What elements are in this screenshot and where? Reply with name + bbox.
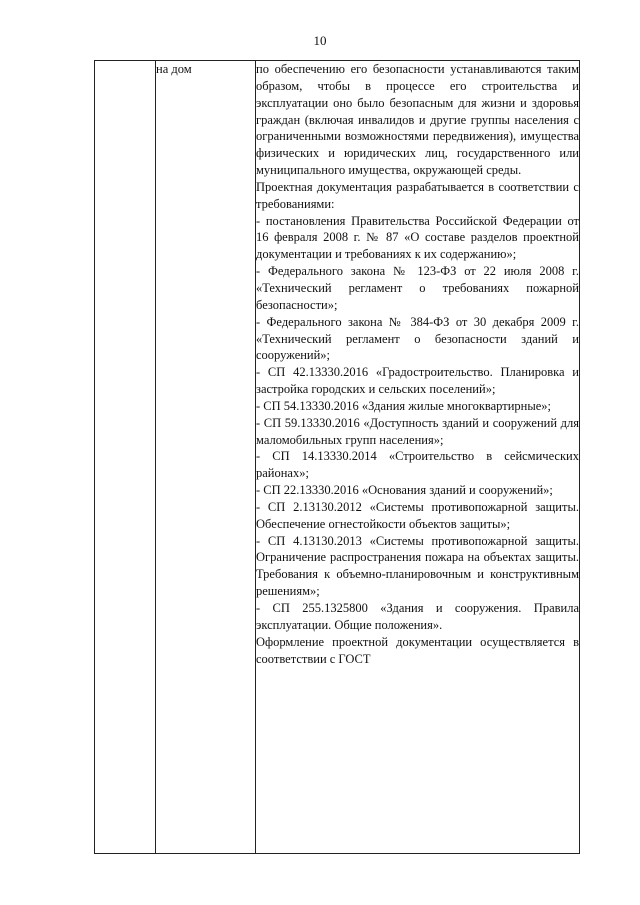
list-item-sp-2-13130: - СП 2.13130.2012 «Системы противопожарной защиты. Обеспечение огнестойкости объектов защиты»; <box>256 499 579 531</box>
list-item-federal-law-123: - Федерального закона № 123-ФЗ от 22 июля 2008 г. «Технический регламент о требованиях пожарной безопасности»; <box>256 264 579 312</box>
list-item-sp-59: - СП 59.13330.2016 «Доступность зданий и сооружений для маломобильных групп населения»; <box>256 415 579 447</box>
table-row <box>95 61 580 854</box>
list-item-sp-255: - СП 255.1325800 «Здания и сооружения. Правила эксплуатации. Общие положения». <box>256 601 579 632</box>
page-number: 10 <box>313 33 327 48</box>
list-item-federal-law-384: - Федерального закона № 384-ФЗ от 30 декабря 2009 г. «Технический регламент о безопасности зданий и сооружений»; <box>256 314 579 363</box>
requirements-table <box>94 60 580 854</box>
list-item-government-decree: - постановления Правительства Российской Федерации от 16 февраля 2008 г. № 87 «О составе разделов проектной документации и требованиях к их содержанию»; <box>256 213 579 262</box>
list-item-sp-14: - СП 14.13330.2014 «Строительство в сейсмических районах»; <box>256 449 579 481</box>
list-item-sp-54: - СП 54.13330.2016 «Здания жилые многоквартирные»; <box>256 398 552 413</box>
paragraph-safety-purpose: по обеспечению его безопасности устанавливаются таким образом, чтобы в процессе его строительства и эксплуатации оно было безопасным для жизни и здоровья граждан (включая инвалидов и другие группы населения с ограниченными возможностями передвижения), имущества физических и юридических лиц, государственного или муниципального имущества, окружающей среды. <box>256 62 579 178</box>
list-item-sp-42: - СП 42.13330.2016 «Градостроительство. Планировка и застройка городских и сельских поселений»; <box>256 365 579 397</box>
paragraph-requirements-intro: Проектная документация разрабатывается в соответствии с требованиями: <box>256 179 579 211</box>
number-cell <box>95 61 156 854</box>
list-item-sp-4-13130: - СП 4.13130.2013 «Системы противопожарной защиты. Ограничение распространения пожара на объектах защиты. Требования к объемно-планировочным и конструктивным решениям»; <box>256 533 579 599</box>
requirements-cell <box>256 61 580 854</box>
paragraph-formatting-gost: Оформление проектной документации осуществляется в соответствии с ГОСТ <box>256 634 579 666</box>
object-cell: на дом <box>156 61 256 854</box>
list-item-sp-22: - СП 22.13330.2016 «Основания зданий и сооружений»; <box>256 483 553 498</box>
